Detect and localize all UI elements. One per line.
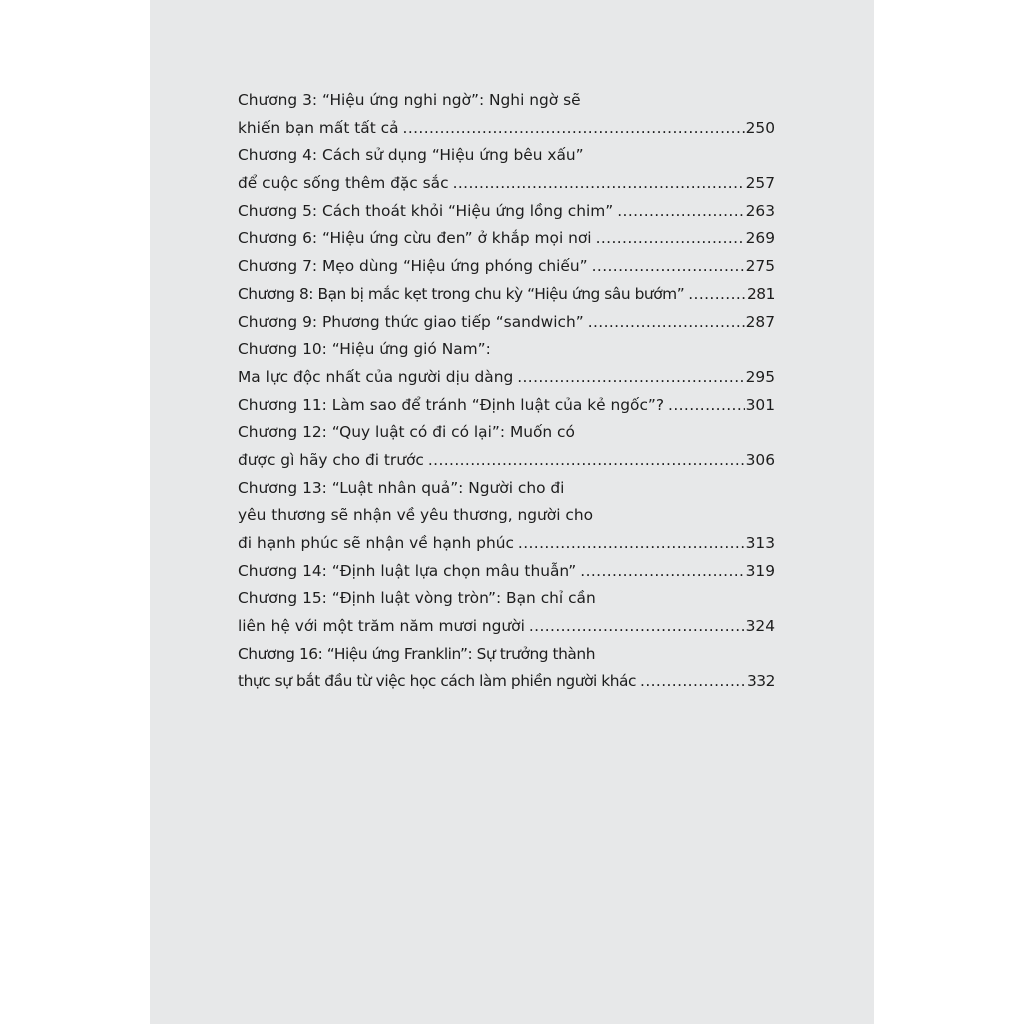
- toc-line: yêu thương sẽ nhận về yêu thương, người cho: [238, 506, 594, 525]
- toc-entry-chapter-6: [238, 225, 775, 253]
- dot-leader: [453, 170, 745, 198]
- dot-leader: [403, 115, 745, 143]
- toc-page-number: 301: [745, 395, 775, 414]
- toc-page-number: 313: [745, 534, 775, 552]
- dot-leader: [596, 225, 745, 253]
- toc-line: Chương 15: “Định luật vòng tròn”: Bạn chỉ cần: [238, 589, 596, 608]
- toc-entry-chapter-8: [238, 281, 775, 309]
- toc-entry-chapter-7: [238, 253, 775, 281]
- dot-leader: [580, 558, 744, 586]
- toc-line: Chương 3: “Hiệu ứng nghi ngờ”: Nghi ngờ sẽ: [238, 91, 581, 109]
- toc-page-number: 263: [745, 201, 775, 220]
- toc-entry-chapter-9: [238, 309, 775, 337]
- toc-entry-title: Chương 6: “Hiệu ứng cừu đen” ở khắp mọi nơi: [238, 229, 592, 248]
- toc-page-number: 324: [745, 617, 775, 636]
- dot-leader: [529, 613, 745, 641]
- dot-leader: [617, 198, 744, 226]
- toc-entry-title: thực sự bắt đầu từ việc học cách làm phiền người khác: [238, 672, 637, 691]
- toc-line: Chương 16: “Hiệu ứng Franklin”: Sự trưởng thành: [238, 644, 596, 663]
- dot-leader: [668, 392, 745, 420]
- toc-line: Chương 12: “Quy luật có đi có lại”: Muốn có: [238, 423, 575, 442]
- dot-leader: [588, 309, 745, 337]
- toc-page-number: 281: [746, 284, 775, 303]
- toc-entry-title: Chương 11: Làm sao để tránh “Định luật của kẻ ngốc”?: [238, 395, 665, 414]
- toc-entry-chapter-16: [238, 668, 775, 696]
- dot-leader: [592, 253, 745, 281]
- toc-entry-title: để cuộc sống thêm đặc sắc: [238, 174, 449, 193]
- dot-leader: [688, 281, 746, 309]
- toc-entry-chapter-4: [238, 170, 775, 198]
- toc-entry-chapter-13: [238, 530, 775, 558]
- toc-page-number: 295: [745, 367, 775, 386]
- toc-entry-title: đi hạnh phúc sẽ nhận về hạnh phúc: [238, 534, 514, 552]
- toc-page-number: 287: [745, 312, 775, 331]
- toc-page-number: 306: [745, 450, 775, 469]
- toc-entry-chapter-14: [238, 558, 775, 586]
- toc-line: Chương 4: Cách sử dụng “Hiệu ứng bêu xấu”: [238, 146, 584, 165]
- toc-entry-title: Ma lực độc nhất của người dịu dàng: [238, 367, 514, 386]
- toc-entry-title: khiến bạn mất tất cả: [238, 118, 399, 137]
- toc-entry-chapter-12: [238, 447, 775, 475]
- toc-page-number: 332: [746, 672, 775, 691]
- toc-page-number: 257: [745, 174, 775, 193]
- toc-page-number: 319: [745, 561, 775, 580]
- dot-leader: [518, 530, 745, 558]
- toc-page-number: 275: [745, 257, 775, 276]
- toc-entry-title: Chương 5: Cách thoát khỏi “Hiệu ứng lồng chim”: [238, 201, 614, 220]
- toc-entry-chapter-3: [238, 115, 775, 143]
- toc-entry-chapter-15: [238, 613, 775, 641]
- toc-page-number: 269: [745, 229, 775, 248]
- toc-line: Chương 10: “Hiệu ứng gió Nam”:: [238, 340, 491, 359]
- toc-page-number: 250: [745, 118, 775, 137]
- toc-entry-chapter-11: [238, 392, 775, 420]
- toc-line: Chương 13: “Luật nhân quả”: Người cho đi: [238, 478, 565, 497]
- toc-entry-chapter-5: [238, 198, 775, 226]
- table-of-contents: [238, 87, 775, 696]
- toc-entry-title: Chương 7: Mẹo dùng “Hiệu ứng phóng chiếu”: [238, 257, 588, 276]
- dot-leader: [517, 364, 744, 392]
- dot-leader: [428, 447, 745, 475]
- book-page: [150, 0, 874, 1024]
- toc-entry-title: Chương 14: “Định luật lựa chọn mâu thuẫn”: [238, 561, 577, 580]
- toc-entry-title: được gì hãy cho đi trước: [238, 450, 424, 469]
- toc-entry-title: liên hệ với một trăm năm mươi người: [238, 617, 525, 636]
- toc-entry-title: Chương 8: Bạn bị mắc kẹt trong chu kỳ “Hiệu ứng sâu bướm”: [238, 284, 685, 303]
- dot-leader: [640, 668, 746, 696]
- toc-entry-title: Chương 9: Phương thức giao tiếp “sandwich”: [238, 312, 584, 331]
- toc-entry-chapter-10: [238, 364, 775, 392]
